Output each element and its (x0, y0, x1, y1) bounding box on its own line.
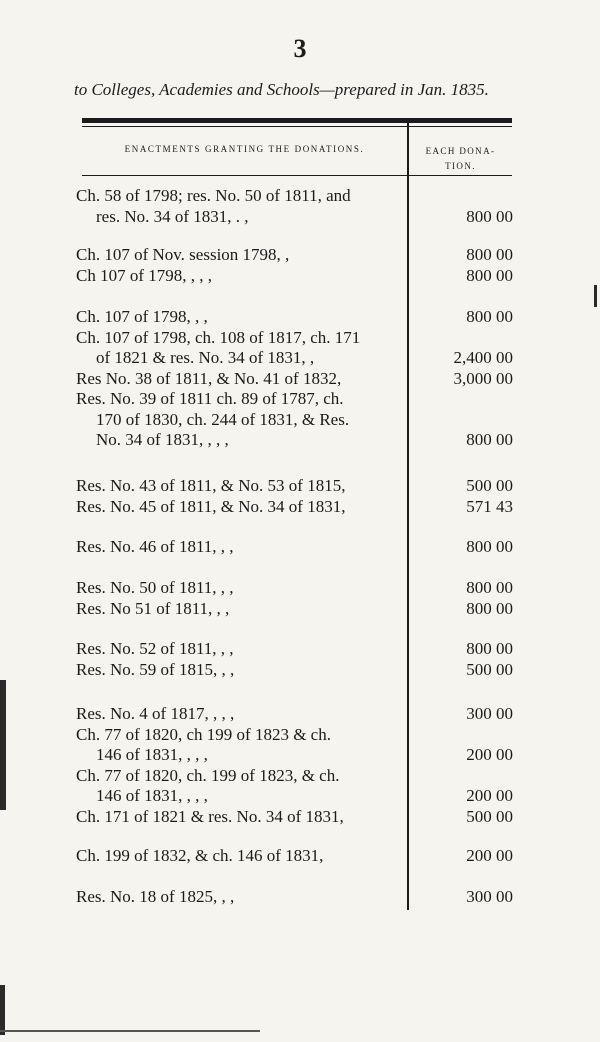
enactment-text: Res. No. 39 of 1811 ch. 89 of 1787, ch. (76, 389, 344, 408)
header-underline (82, 175, 512, 176)
enactment-text: Res. No. 50 of 1811, , , (76, 578, 234, 597)
entry-line (0, 537, 600, 558)
enactment-text: Ch. 199 of 1832, & ch. 146 of 1831, (76, 846, 324, 865)
entry-line (0, 369, 600, 390)
enactment-text: Res. No. 45 of 1811, & No. 34 of 1831, (76, 496, 346, 516)
donation-amount: 800 00 (466, 639, 513, 658)
scan-edge-mark (594, 285, 597, 307)
donation-amount: 571 43 (466, 496, 513, 516)
enactment-text: Ch. 107 of 1798, ch. 108 of 1817, ch. 171 (76, 327, 361, 347)
table-entry (0, 537, 600, 558)
entry-line (0, 266, 600, 287)
table-entry (0, 725, 600, 766)
donation-amount: 200 00 (466, 846, 513, 865)
enactment-text: Ch. 107 of 1798, , , (76, 307, 208, 326)
table-entry (0, 266, 600, 287)
running-head: to Colleges, Academies and Schools—prepared in Jan. 1835. (74, 80, 489, 99)
table-entry (0, 599, 600, 620)
entry-line (0, 725, 600, 746)
donation-amount: 800 00 (466, 265, 513, 285)
enactment-text: Ch. 107 of Nov. session 1798, , (76, 245, 290, 264)
entry-line (0, 766, 600, 787)
column-header-enactments: ENACTMENTS GRANTING THE DONATIONS. (124, 144, 365, 154)
donation-amount: 800 00 (466, 578, 513, 597)
enactment-text: 170 of 1830, ch. 244 of 1831, & Res. (96, 409, 350, 429)
donation-amount: 500 00 (466, 659, 513, 679)
scan-bottom-mark (0, 1030, 260, 1032)
entry-line (0, 745, 600, 766)
entry-line (0, 639, 600, 660)
entry-line (0, 389, 600, 410)
table-entry (0, 369, 600, 390)
donation-amount: 200 00 (466, 745, 513, 764)
entry-line (0, 599, 600, 620)
entry-line (0, 307, 600, 328)
table-entry (0, 639, 600, 660)
table-entry (0, 476, 600, 497)
enactment-text: res. No. 34 of 1831, . , (96, 206, 249, 226)
entry-line (0, 704, 600, 725)
enactment-text: of 1821 & res. No. 34 of 1831, , (96, 348, 315, 367)
table-entry (0, 704, 600, 725)
donation-amount: 500 00 (466, 806, 513, 826)
donation-amount: 3,000 00 (453, 368, 513, 388)
table-entry (0, 307, 600, 328)
enactment-text: 146 of 1831, , , , (96, 786, 208, 805)
entry-line (0, 660, 600, 681)
enactment-text: Res. No. 52 of 1811, , , (76, 639, 234, 658)
table-entry (0, 497, 600, 518)
table-entry (0, 186, 600, 227)
enactment-text: Res. No. 18 of 1825, , , (76, 887, 235, 906)
donation-amount: 300 00 (466, 887, 513, 906)
header-rule-light (82, 126, 512, 127)
column-header-donation: EACH DONA- TION. (425, 146, 496, 171)
entry-line (0, 186, 600, 207)
enactment-text: 146 of 1831, , , , (96, 745, 208, 764)
enactment-text: Ch. 171 of 1821 & res. No. 34 of 1831, (76, 806, 344, 826)
enactment-text: Ch. 77 of 1820, ch 199 of 1823 & ch. (76, 724, 331, 744)
header-rule-heavy (82, 118, 512, 123)
donation-amount: 800 00 (466, 598, 513, 618)
enactment-text: Res. No. 46 of 1811, , , (76, 537, 234, 556)
entry-line (0, 410, 600, 431)
enactment-text: Res No. 38 of 1811, & No. 41 of 1832, (76, 368, 342, 388)
donation-amount: 2,400 00 (453, 348, 513, 367)
table-entry (0, 660, 600, 681)
entry-line (0, 807, 600, 828)
entry-line (0, 476, 600, 497)
table-entry (0, 245, 600, 266)
entry-line (0, 578, 600, 599)
enactment-text: Ch. 58 of 1798; res. No. 50 of 1811, and (76, 186, 351, 205)
entry-line (0, 497, 600, 518)
table-entry (0, 807, 600, 828)
donation-amount: 800 00 (466, 307, 513, 326)
donation-amount: 500 00 (466, 476, 513, 495)
donation-amount: 800 00 (466, 206, 513, 226)
scan-edge-mark (0, 680, 6, 810)
donation-amount: 200 00 (466, 786, 513, 805)
table-entry (0, 389, 600, 451)
entry-line (0, 328, 600, 349)
scan-edge-mark (0, 985, 5, 1035)
donation-amount: 800 00 (466, 245, 513, 264)
table-entry (0, 846, 600, 867)
enactment-text: Res. No. 43 of 1811, & No. 53 of 1815, (76, 476, 346, 495)
entry-line (0, 887, 600, 908)
table-entry (0, 766, 600, 807)
page-number: 3 (293, 34, 307, 63)
table-entry (0, 578, 600, 599)
enactment-text: Res. No. 59 of 1815, , , (76, 659, 235, 679)
donation-amount: 800 00 (466, 537, 513, 556)
entry-line (0, 348, 600, 369)
entry-line (0, 245, 600, 266)
donation-amount: 800 00 (466, 430, 513, 449)
enactment-text: Ch 107 of 1798, , , , (76, 265, 212, 285)
donation-amount: 300 00 (466, 704, 513, 723)
enactment-text: Ch. 77 of 1820, ch. 199 of 1823, & ch. (76, 765, 340, 785)
entry-line (0, 846, 600, 867)
enactment-text: Res. No 51 of 1811, , , (76, 598, 230, 618)
enactment-text: Res. No. 4 of 1817, , , , (76, 704, 235, 723)
table-entry (0, 887, 600, 908)
enactment-text: No. 34 of 1831, , , , (96, 430, 229, 449)
table-entry (0, 328, 600, 369)
entry-line (0, 786, 600, 807)
entry-line (0, 207, 600, 228)
entry-line (0, 430, 600, 451)
